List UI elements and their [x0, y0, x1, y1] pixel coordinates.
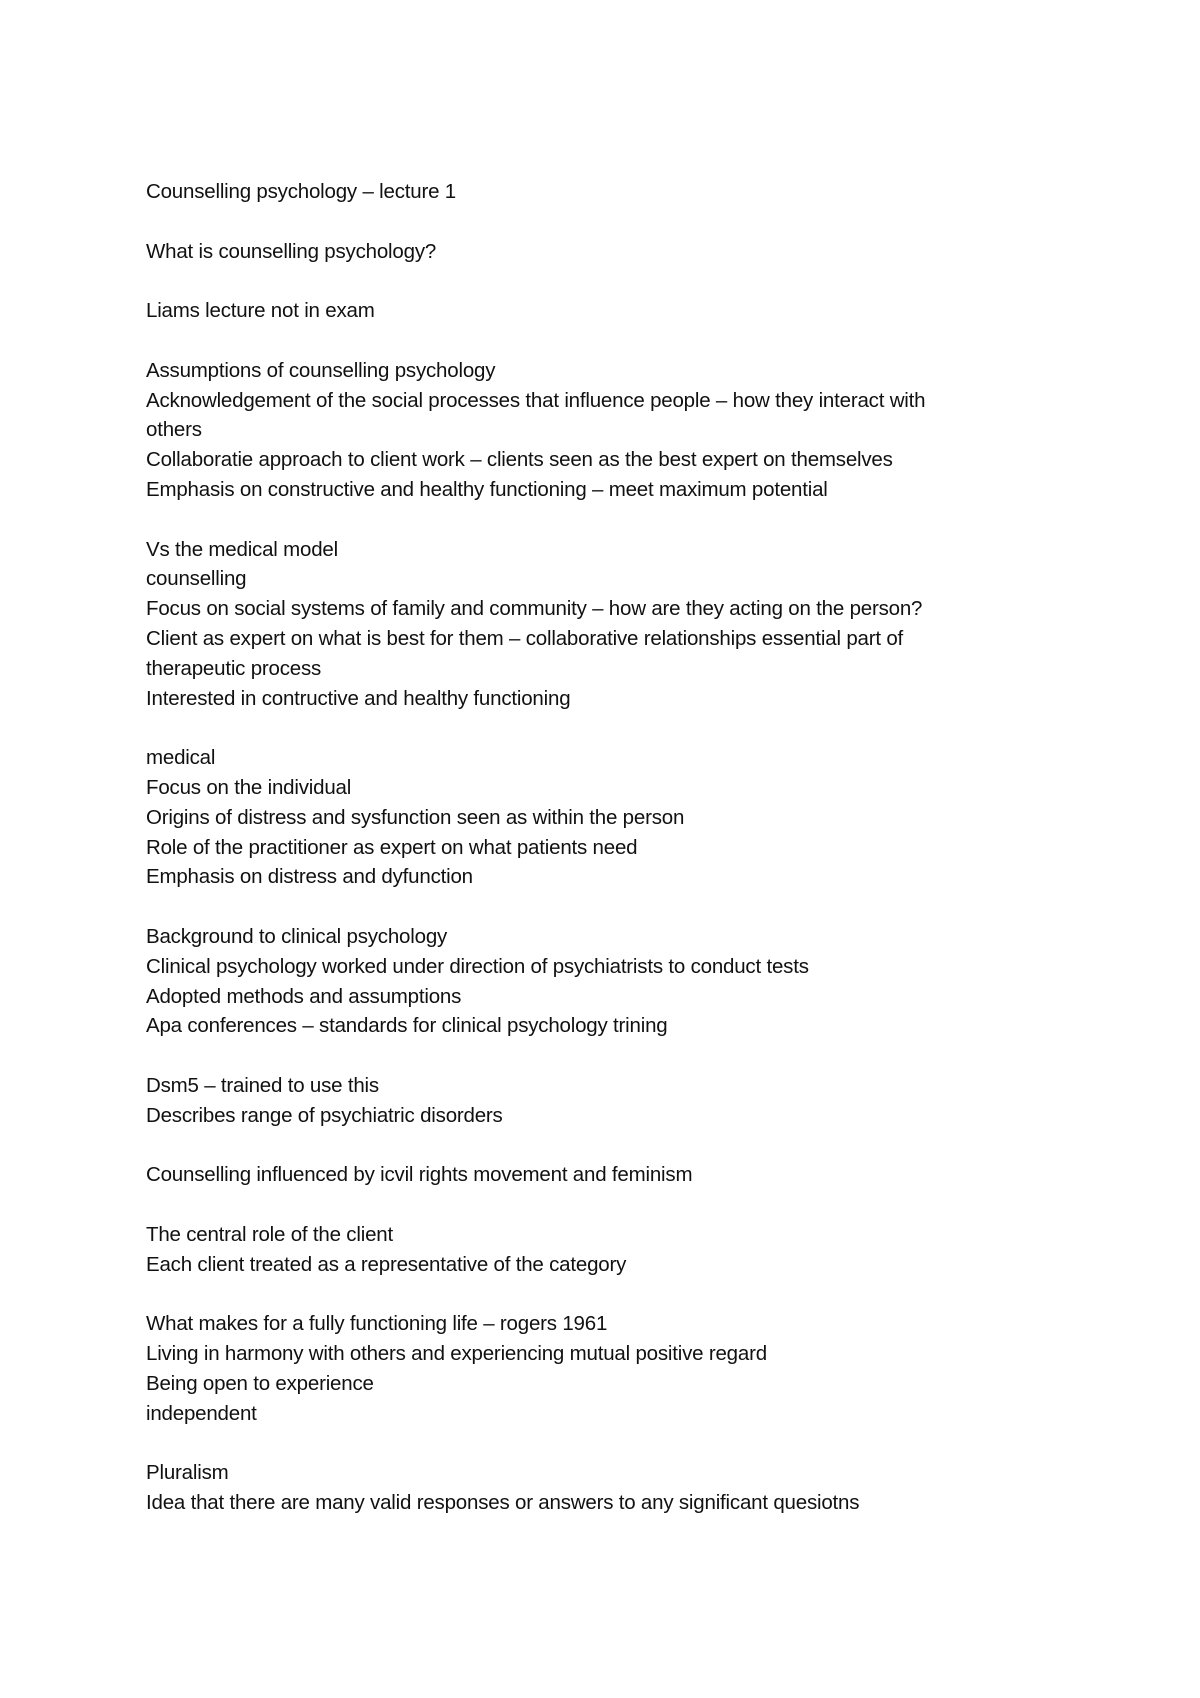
- spacer: [146, 1190, 1066, 1220]
- section-heading-central-role: The central role of the client: [146, 1222, 393, 1246]
- text-line: Focus on the individual: [146, 775, 352, 799]
- spacer: [146, 1041, 1066, 1071]
- text-line: Role of the practitioner as expert on what patients need: [146, 835, 638, 859]
- text-line: Acknowledgement of the social processes that influence people – how they interact with: [146, 388, 926, 412]
- text-line: Clinical psychology worked under direction of psychiatrists to conduct tests: [146, 954, 809, 978]
- document-subtitle: What is counselling psychology?: [146, 239, 437, 263]
- subheading-medical: medical: [146, 746, 216, 770]
- section-heading-dsm: Dsm5 – trained to use this: [146, 1073, 379, 1097]
- text-line: Client as expert on what is best for them – collaborative relationships essential part of: [146, 626, 904, 650]
- text-line: Emphasis on constructive and healthy functioning – meet maximum potential: [146, 477, 828, 501]
- text-line: Idea that there are many valid responses or answers to any significant quesiotns: [146, 1491, 860, 1515]
- spacer: [146, 207, 1066, 237]
- text-line: Describes range of psychiatric disorders: [146, 1103, 503, 1127]
- spacer: [146, 1279, 1066, 1309]
- text-line: Origins of distress and sysfunction seen as within the person: [146, 805, 685, 829]
- exam-note: Liams lecture not in exam: [146, 299, 375, 323]
- text-line: Emphasis on distress and dyfunction: [146, 865, 473, 889]
- text-line: Each client treated as a representative of the category: [146, 1252, 627, 1276]
- text-line: Collaboratie approach to client work – clients seen as the best expert on themselves: [146, 448, 893, 472]
- text-line: Apa conferences – standards for clinical psychology trining: [146, 1014, 668, 1038]
- spacer: [146, 1131, 1066, 1161]
- text-line: independent: [146, 1401, 257, 1425]
- section-heading-background: Background to clinical psychology: [146, 924, 448, 948]
- text-line: therapeutic process: [146, 656, 322, 680]
- text-line: Adopted methods and assumptions: [146, 984, 462, 1008]
- text-line: Interested in contructive and healthy functioning: [146, 686, 571, 710]
- section-heading-pluralism: Pluralism: [146, 1461, 229, 1485]
- text-line: others: [146, 418, 202, 442]
- section-heading-medical-model: Vs the medical model: [146, 537, 338, 561]
- spacer: [146, 1428, 1066, 1458]
- text-line: Living in harmony with others and experiencing mutual positive regard: [146, 1342, 767, 1366]
- subheading-counselling: counselling: [146, 567, 247, 591]
- spacer: [146, 892, 1066, 922]
- document-body: [146, 177, 1066, 1518]
- influence-line: Counselling influenced by icvil rights movement and feminism: [146, 1163, 693, 1187]
- document-title: Counselling psychology – lecture 1: [146, 180, 456, 203]
- section-heading-fully-functioning: What makes for a fully functioning life – rogers 1961: [146, 1312, 608, 1336]
- text-line: Being open to experience: [146, 1371, 374, 1395]
- spacer: [146, 326, 1066, 356]
- section-heading-assumptions: Assumptions of counselling psychology: [146, 358, 496, 382]
- spacer: [146, 713, 1066, 743]
- spacer: [146, 505, 1066, 535]
- spacer: [146, 266, 1066, 296]
- text-line: Focus on social systems of family and community – how are they acting on the person?: [146, 597, 923, 621]
